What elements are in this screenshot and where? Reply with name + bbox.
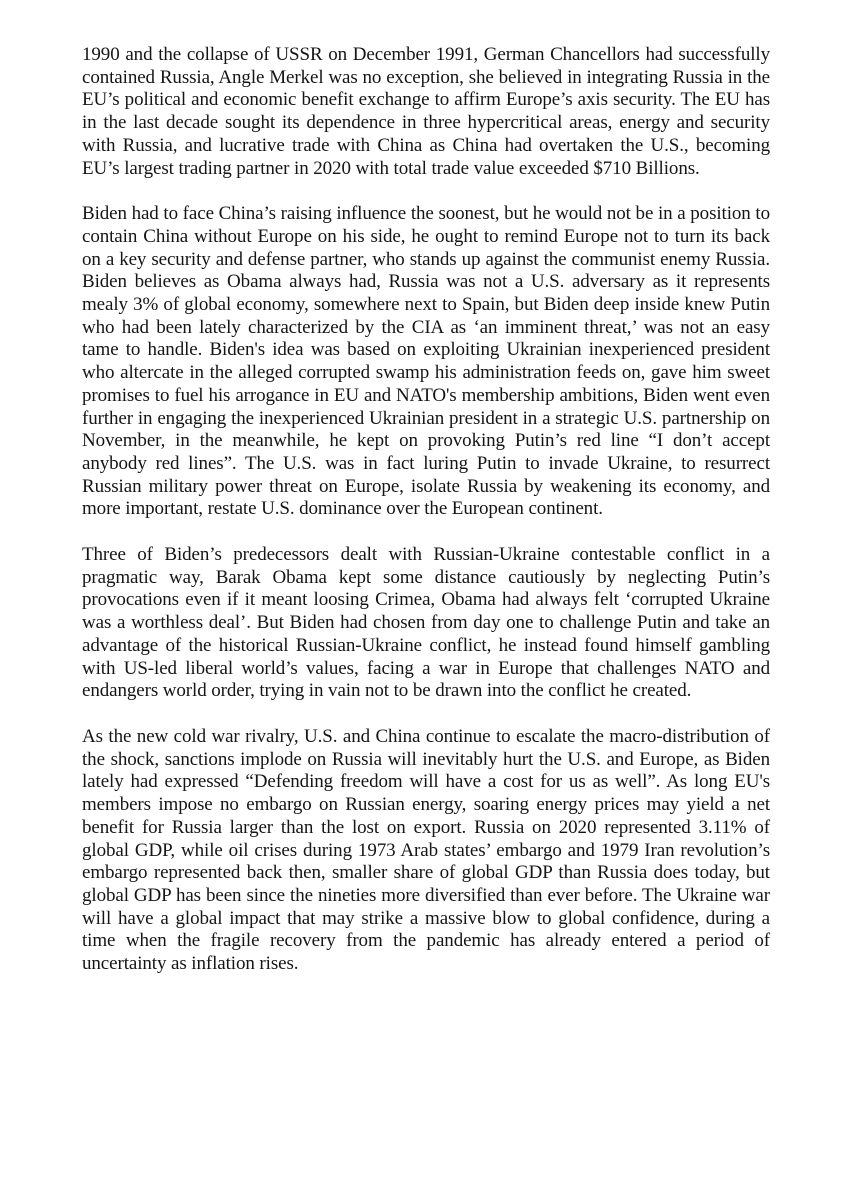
paragraph-1: 1990 and the collapse of USSR on December 1991, German Chancellors had successfully contained Russia, Angle Merkel was no exception, she believed in integrating Russia in the EU’s political and economic benefit exchange to affirm Europe’s axis security. The EU has in the last decade sought its dependence in three hypercritical areas, energy and security with Russia, and lucrative trade with China as China had overtaken the U.S., becoming EU’s largest trading partner in 2020 with total trade value exceeded $710 Billions. — [82, 44, 770, 179]
paragraph-3: Three of Biden’s predecessors dealt with Russian-Ukraine contestable conflict in a pragmatic way, Barak Obama kept some distance cautiously by neglecting Putin’s provocations even if it meant loosing Crimea, Obama had always felt ‘corrupted Ukraine was a worthless deal’. But Biden had chosen from day one to challenge Putin and take an advantage of the historical Russian-Ukraine conflict, he instead found himself gambling with US-led liberal world’s values, facing a war in Europe that challenges NATO and endangers world order, trying in vain not to be drawn into the conflict he created. — [82, 544, 770, 702]
paragraph-2: Biden had to face China’s raising influence the soonest, but he would not be in a position to contain China without Europe on his side, he ought to remind Europe not to turn its back on a key security and defense partner, who stands up against the communist enemy Russia. Biden believes as Obama always had, Russia was not a U.S. adversary as it represents mealy 3% of global economy, somewhere next to Spain, but Biden deep inside knew Putin who had been lately characterized by the CIA as ‘an imminent threat,’ was not an easy tame to handle. Biden's idea was based on exploiting Ukrainian inexperienced president who altercate in the alleged corrupted swamp his administration feeds on, gave him sweet promises to fuel his arrogance in EU and NATO's membership ambitions, Biden went even further in engaging the inexperienced Ukrainian president in a strategic U.S. partnership on November, in the meanwhile, he kept on provoking Putin’s red line “I don’t accept anybody red lines”. The U.S. was in fact luring Putin to invade Ukraine, to resurrect Russian military power threat on Europe, isolate Russia by weakening its economy, and more important, restate U.S. dominance over the European continent. — [82, 203, 770, 520]
paragraph-4: As the new cold war rivalry, U.S. and China continue to escalate the macro-distribution of the shock, sanctions implode on Russia will inevitably hurt the U.S. and Europe, as Biden lately had expressed “Defending freedom will have a cost for us as well”. As long EU's members impose no embargo on Russian energy, soaring energy prices may yield a net benefit for Russia larger than the lost on export. Russia on 2020 represented 3.11% of global GDP, while oil crises during 1973 Arab states’ embargo and 1979 Iran revolution’s embargo represented back then, smaller share of global GDP than Russia does today, but global GDP has been since the nineties more diversified than ever before. The Ukraine war will have a global impact that may strike a massive blow to global confidence, during a time when the fragile recovery from the pandemic has already entered a period of uncertainty as inflation rises. — [82, 725, 770, 975]
document-body — [82, 44, 770, 999]
